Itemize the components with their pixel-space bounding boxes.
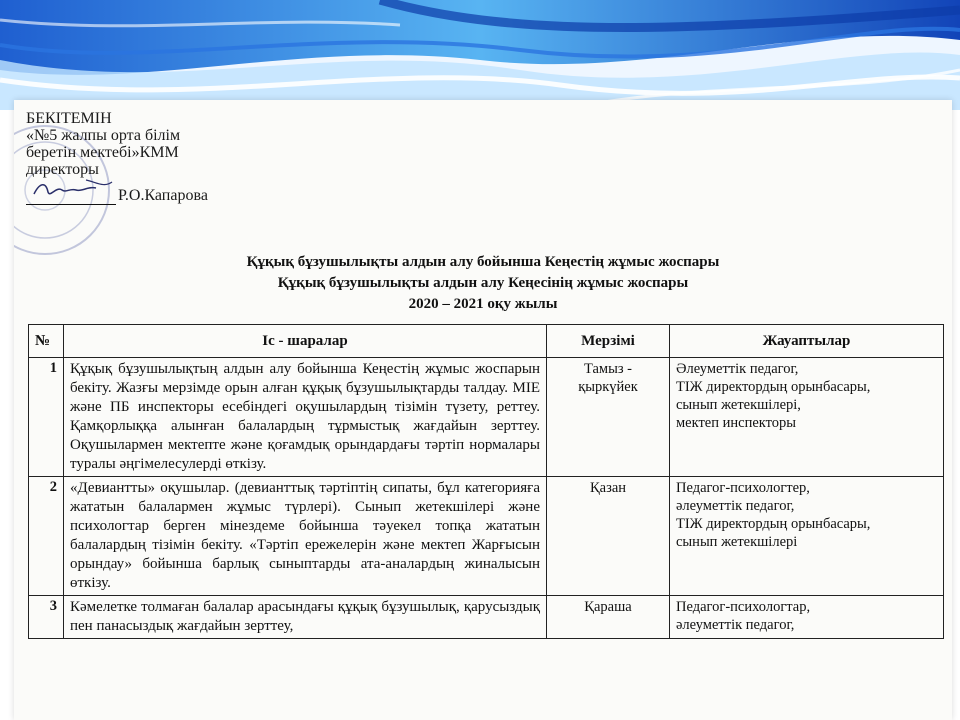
- row-responsible: [670, 358, 944, 477]
- responsible-item: ТІЖ директордың орынбасары,: [676, 516, 871, 532]
- header-number: №: [29, 325, 64, 358]
- signature-scribble: [26, 178, 116, 200]
- plan-title-block: [14, 252, 952, 315]
- row-term: Тамыз - қыркүйек: [547, 358, 670, 477]
- header-term: Мерзімі: [547, 325, 670, 358]
- approval-school-line2: беретін мектебі»КММ: [26, 144, 179, 161]
- director-name: Р.О.Капарова: [118, 187, 208, 204]
- approval-school-line1: «№5 жалпы орта білім: [26, 127, 181, 144]
- table-header-row: [29, 325, 944, 358]
- plan-title-1: Құқық бұзушылықты алдын алу бойынша Кеңестің жұмыс жоспары: [246, 254, 720, 270]
- approval-signature-line: [26, 178, 208, 205]
- table-row: [29, 477, 944, 596]
- row-responsible: [670, 477, 944, 596]
- responsible-item: сынып жетекшілері: [676, 534, 798, 550]
- plan-title-2: Құқық бұзушылықты алдын алу Кеңесінің жұмыс жоспары: [277, 275, 689, 291]
- header-responsible: Жауаптылар: [670, 325, 944, 358]
- responsible-item: әлеуметтік педагог,: [676, 617, 795, 633]
- responsible-item: Әлеуметтік педагог,: [676, 361, 799, 377]
- row-event: «Девиантты» оқушылар. (девианттық тәртіптің сипаты, бұл категорияға жататын балалармен жұмыс түрлері). Сынып жетекшілері және психологтар берген мінездеме бойынша тәуекел топқа жататын балалардың тізімін бекіту. «Тәртіп ережелерін және мектеп Жарғысын орындау» бойынша барлық сыныптарды ата-аналардың жиналысын өткізу.: [64, 477, 547, 596]
- row-number: 3: [29, 596, 64, 639]
- approval-position: директоры: [26, 161, 99, 178]
- row-event: Құқық бұзушылықтың алдын алу бойынша Кеңестің жұмыс жоспарын бекіту. Жазғы мерзімде орын алған құқық бұзушылықтарды талдау. МІЕ және ПБ инспекторы есебіндегі оқушылардың тізімін түзету, реттеу. Қамқорлыққа алынған балалардың тұрмыстық жағдайын зерттеу. Оқушылармен мектепте және қоғамдық орындардағы тәртіп нормалары туралы әңгімелесулерді өткізу.: [64, 358, 547, 477]
- responsible-item: мектеп инспекторы: [676, 415, 797, 431]
- header-events: Іс - шаралар: [64, 325, 547, 358]
- signature: [26, 178, 116, 205]
- row-responsible: [670, 596, 944, 639]
- responsible-item: сынып жетекшілері,: [676, 397, 801, 413]
- responsible-item: Педагог-психологтар,: [676, 599, 811, 615]
- row-number: 2: [29, 477, 64, 596]
- table-row: [29, 596, 944, 639]
- responsible-item: әлеуметтік педагог,: [676, 498, 795, 514]
- responsible-item: ТІЖ директордың орынбасары,: [676, 379, 871, 395]
- work-plan-table: [28, 324, 944, 639]
- approval-block: [26, 110, 208, 205]
- table-row: [29, 358, 944, 477]
- row-number: 1: [29, 358, 64, 477]
- plan-year: 2020 – 2021 оқу жылы: [408, 296, 558, 312]
- row-event: Кәмелетке толмаған балалар арасындағы құқық бұзушылық, қарусыздық пен панасыздық жағдайын зерттеу,: [64, 596, 547, 639]
- document-sheet: [14, 100, 952, 720]
- row-term: Қараша: [547, 596, 670, 639]
- row-term: Қазан: [547, 477, 670, 596]
- responsible-item: Педагог-психологтер,: [676, 480, 810, 496]
- approval-heading: БЕКІТЕМІН: [26, 110, 112, 127]
